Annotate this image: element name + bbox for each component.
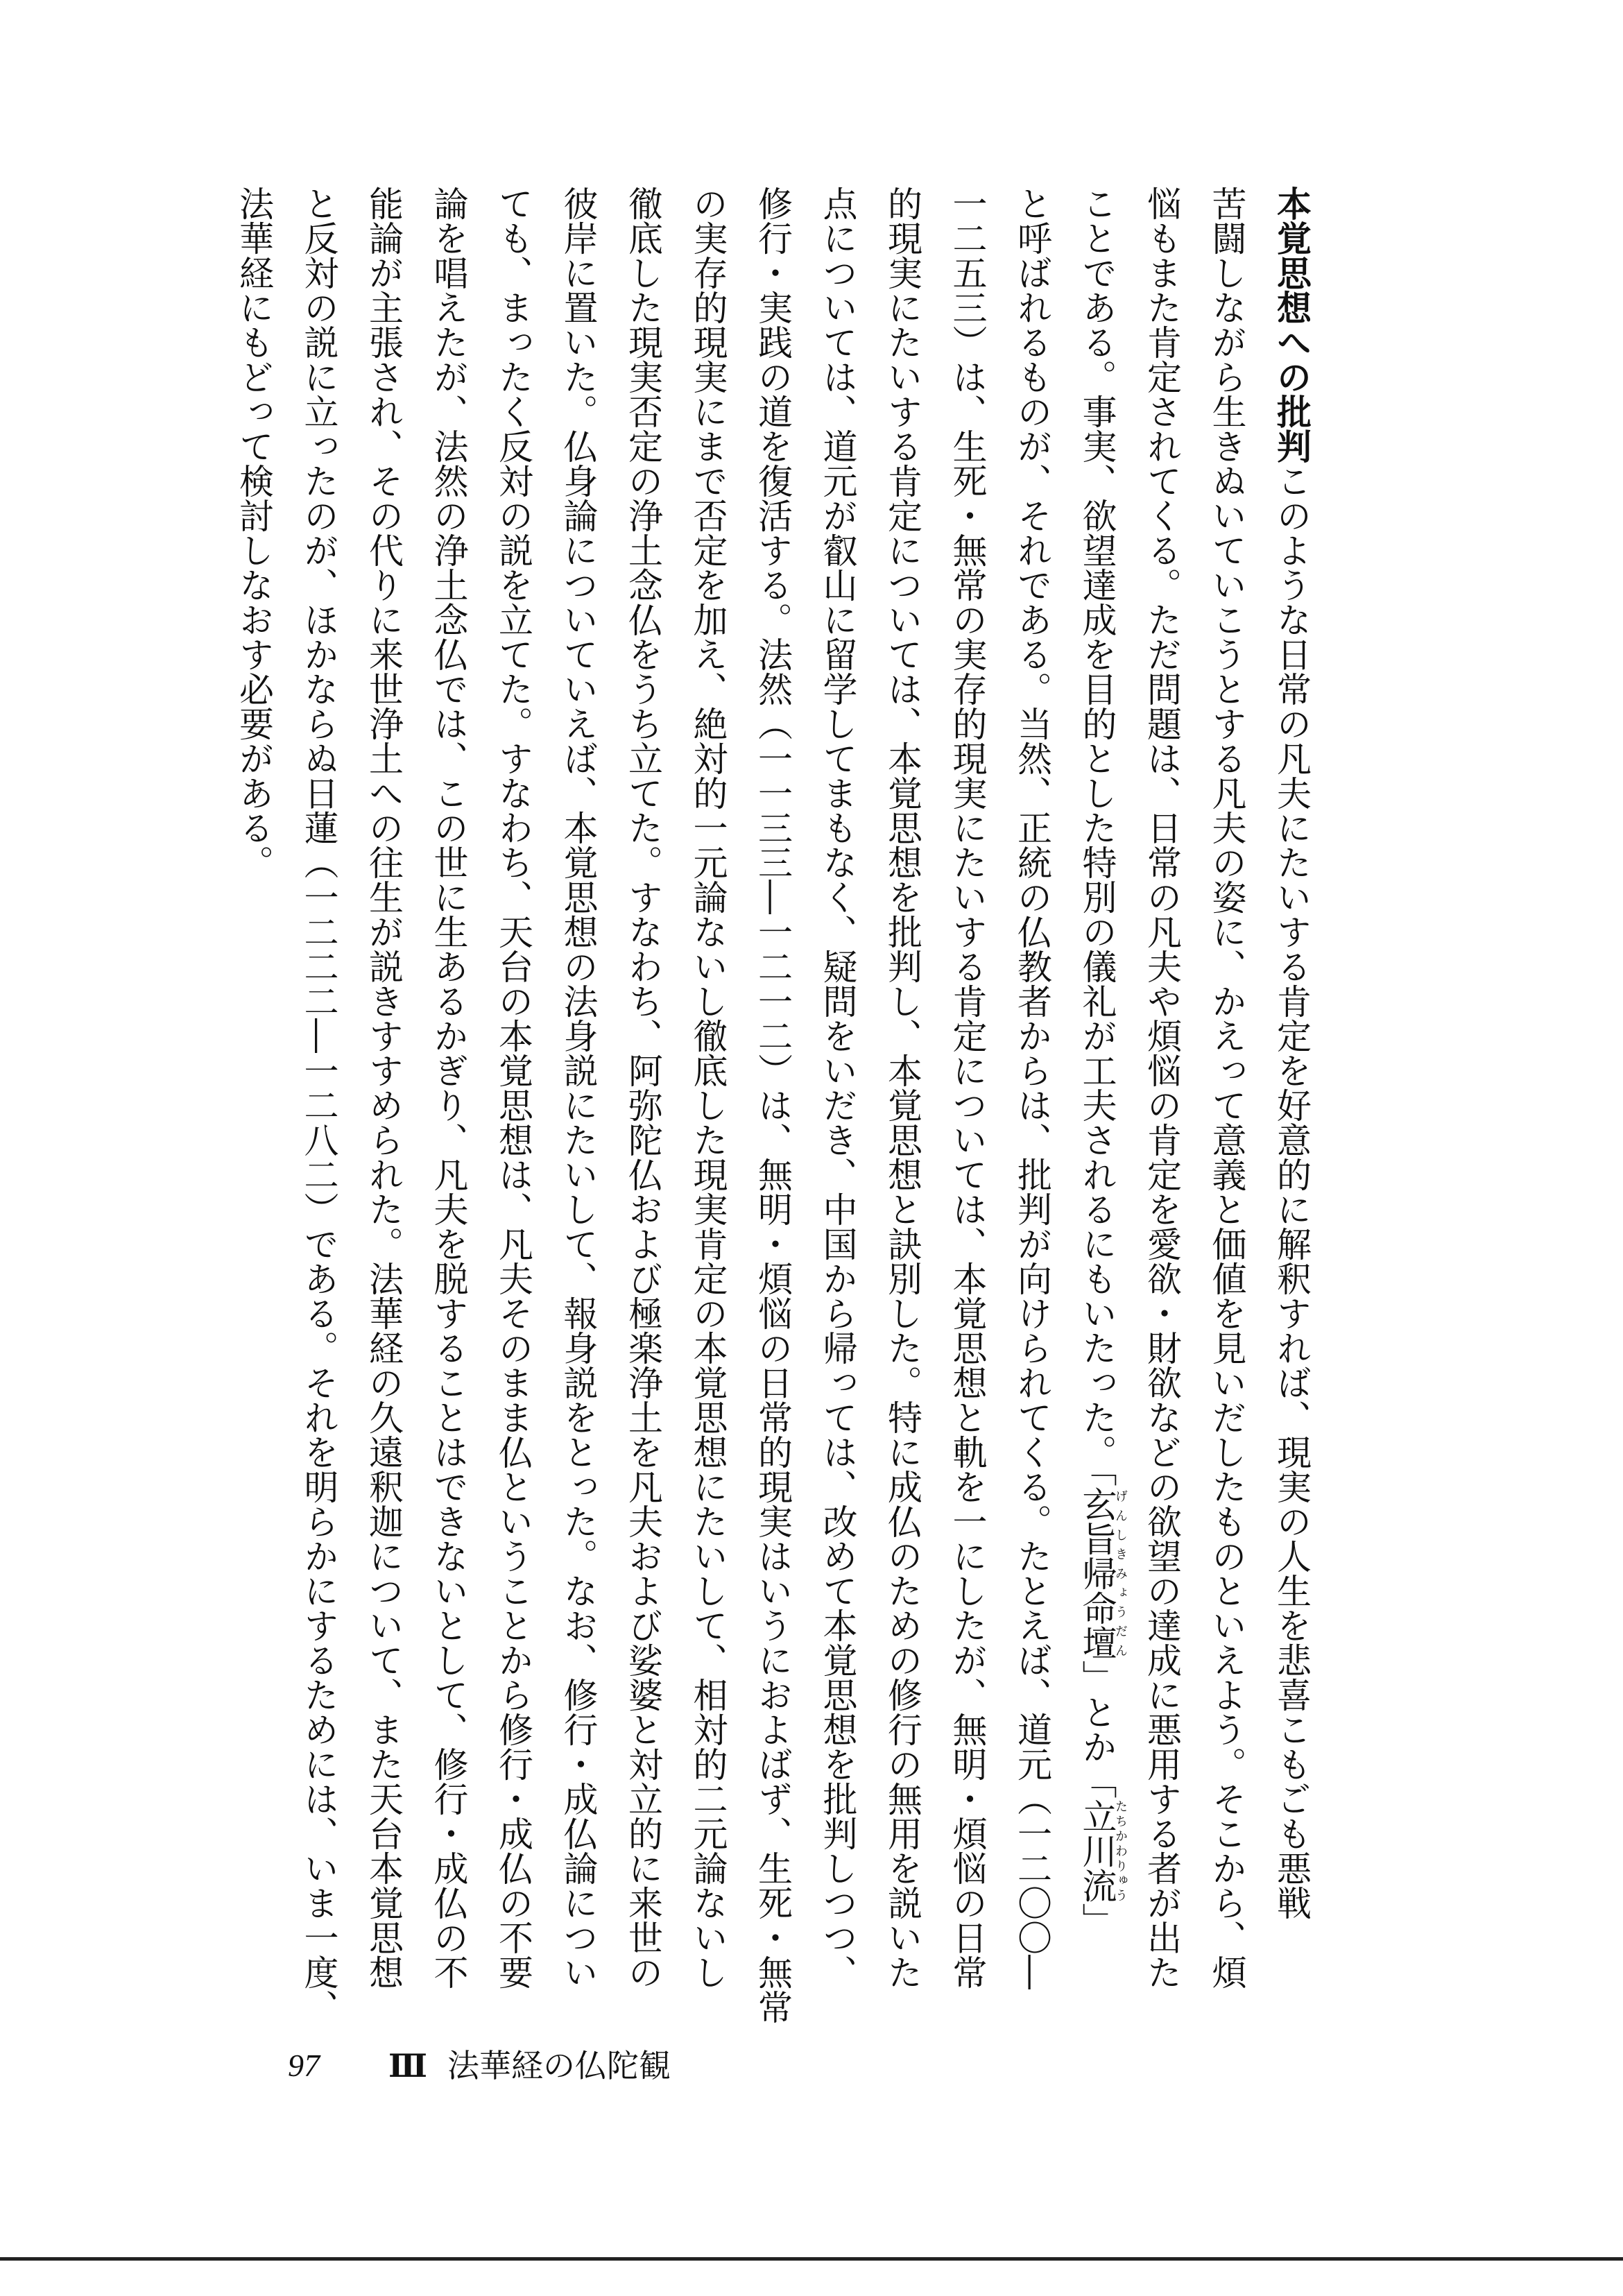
section-heading: 本覚思想への批判: [1271, 186, 1312, 463]
ruby-term-genshi-kimyodan: [1076, 1487, 1128, 1660]
chapter-number: Ⅲ: [388, 2047, 428, 2084]
text-column: 能論が主張され、その代りに来世浄土への往生が説きすすめられた。法華経の久遠釈迦について、また天台本覚思想: [363, 186, 404, 1989]
text-column: 悩もまた肯定されてくる。ただ問題は、日常の凡夫や煩悩の肯定を愛欲・財欲などの欲望の達成に悪用する者が出た: [1142, 186, 1182, 1989]
ruby-base: 玄旨帰命壇: [1076, 1487, 1117, 1660]
text-column: [1064, 186, 1129, 2031]
page-number: 97: [288, 2048, 320, 2083]
ruby-base: 立川流: [1076, 1799, 1117, 1903]
scan-edge-line: [0, 2257, 1623, 2261]
text-column: の実存的現実にまで否定を加え、絶対的一元論ないし徹底した現実肯定の本覚思想にたいして、相対的二元論ないし: [687, 186, 728, 1989]
text-line: 」とか「: [1076, 1660, 1117, 1799]
text-column: 一二五三）は、生死・無常の実存的現実にたいする肯定については、本覚思想と軌を一にしたが、無明・煩悩の日常: [947, 186, 988, 1989]
text-column: 苦闘しながら生きぬいていこうとする凡夫の姿に、かえって意義と価値を見いだしたものといえよう。そこから、煩: [1206, 186, 1247, 1989]
text-column: 修行・実践の道を復活する。法然（一一三三―一二一二）は、無明・煩悩の日常的現実はいうにおよばず、生死・無常: [753, 186, 793, 2024]
body-text: [221, 186, 1324, 2031]
ruby-reading: げんしきみょうだん: [1113, 1487, 1128, 1660]
text-column: 徹底した現実否定の浄土念仏をうち立てた。すなわち、阿弥陀仏および極楽浄土を凡夫および娑婆と対立的に来世の: [623, 186, 663, 1989]
text-line: ことである。事実、欲望達成を目的とした特別の儀礼が工夫されるにもいたった。「: [1076, 186, 1117, 1487]
chapter-title: 法華経の仏陀観: [447, 2047, 671, 2084]
text-column: [1259, 186, 1324, 2031]
text-column: と反対の説に立ったのが、ほかならぬ日蓮（一二二二―一二八二）である。それを明らかにするためには、いま一度、: [298, 186, 339, 2024]
text-line: 」: [1076, 1903, 1117, 1937]
text-column: 彼岸に置いた。仏身論についていえば、本覚思想の法身説にたいして、報身説をとった。なお、修行・成仏論につい: [558, 186, 599, 1989]
ruby-term-tachikawa-ryu: [1076, 1799, 1128, 1903]
text-column: 法華経にもどって検討しなおす必要がある。: [234, 186, 274, 880]
ruby-reading: たちかわりゅう: [1113, 1799, 1128, 1903]
text-column: 論を唱えたが、法然の浄土念仏では、この世に生あるかぎり、凡夫を脱することはできないとして、修行・成仏の不: [428, 186, 469, 1989]
text-column: 点については、道元が叡山に留学してまもなく、疑問をいだき、中国から帰っては、改めて本覚思想を批判しつつ、: [817, 186, 858, 1989]
text-column: と呼ばれるものが、それである。当然、正統の仏教者からは、批判が向けられてくる。たとえば、道元（一二〇〇―: [1012, 186, 1052, 1989]
text-line: このような日常の凡夫にたいする肯定を好意的に解釈すれば、現実の人生を悲喜こもごも悪戦: [1271, 463, 1312, 1920]
text-column: ても、まったく反対の説を立てた。すなわち、天台の本覚思想は、凡夫そのまま仏ということから修行・成仏の不要: [493, 186, 533, 1989]
text-column: 的現実にたいする肯定については、本覚思想を批判し、本覚思想と訣別した。特に成仏のための修行の無用を説いた: [882, 186, 922, 1989]
